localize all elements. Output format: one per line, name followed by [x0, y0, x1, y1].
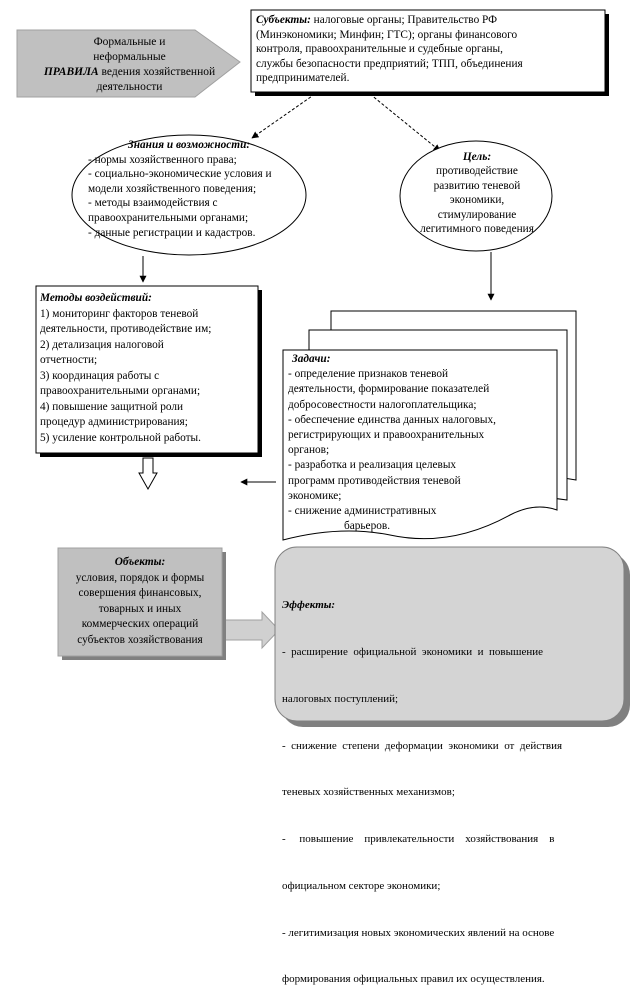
effects-line-6: официальном секторе экономики; [282, 879, 441, 892]
rules-bold-word: ПРАВИЛА [43, 66, 99, 78]
goal-heading: Цель: [462, 151, 492, 163]
tasks-line-2: деятельности, формирование показателей [288, 383, 490, 396]
methods-line-7: 4) повышение защитной роли [40, 400, 184, 413]
rules-line-3-rest: ведения хозяйственной [98, 66, 216, 78]
methods-line-2: деятельности, противодействие им; [40, 323, 212, 335]
subjects-heading: Субъекты: [256, 14, 311, 26]
effects-line-4: теневых хозяйственных механизмов; [282, 786, 455, 799]
knowledge-line-4: - методы взаимодействия с [88, 197, 218, 210]
effects-line-3: - снижение степени деформации экономики от действия [282, 739, 563, 752]
tasks-line-1: - определение признаков теневой [288, 368, 449, 381]
tasks-heading: Задачи: [292, 353, 331, 365]
methods-heading: Методы воздействий: [40, 292, 152, 304]
objects-line-1: условия, порядок и формы [75, 571, 205, 584]
gray-block-arrow [222, 612, 279, 648]
methods-text [40, 291, 256, 446]
knowledge-line-5: правоохранительными органами; [88, 211, 249, 224]
subjects-line-2: (Минэкономики; Минфин; ГТС); органы финансового [256, 28, 518, 41]
tasks-line-8: программ противодействия теневой [288, 474, 461, 487]
objects-heading: Объекты: [114, 556, 166, 568]
knowledge-line-1: - нормы хозяйственного права; [88, 153, 237, 166]
tasks-line-4: - обеспечение единства данных налоговых, [288, 413, 496, 426]
tasks-line-7: - разработка и реализация целевых [288, 459, 457, 472]
knowledge-line-6: - данные регистрации и кадастров. [88, 226, 256, 239]
knowledge-heading: Знания и возможности: [128, 139, 251, 151]
subjects-line-5: предпринимателей. [256, 72, 350, 84]
objects-line-2: совершения финансовых, [78, 587, 202, 599]
rules-line-3 [17, 65, 242, 80]
goal-line-1: противодействие [436, 165, 518, 178]
tasks-line-11: барьеров. [344, 520, 391, 533]
effects-line-7: - легитимизация новых экономических явлений на основе [282, 926, 555, 939]
effects-line-5: - повышение привлекательности хозяйствования в [282, 833, 555, 846]
subjects-text [256, 13, 602, 86]
methods-line-1: 1) мониторинг факторов теневой [40, 307, 199, 320]
hollow-down-arrow [139, 458, 157, 489]
objects-line-4: коммерческих операций [81, 618, 199, 630]
objects-text [58, 555, 222, 648]
methods-line-5: 3) координация работы с [40, 369, 160, 382]
subjects-line-3: контроля, правоохранительные и судебные органы, [256, 43, 503, 55]
tasks-line-6: органов; [288, 444, 330, 457]
effects-line-2: налоговых поступлений; [282, 692, 399, 705]
goal-line-3: экономики, [449, 194, 505, 207]
arrow-subjects-goal [370, 94, 440, 151]
methods-line-9: 5) усиление контрольной работы. [40, 431, 201, 444]
subjects-line-1: налоговые органы; Правительство РФ [310, 14, 498, 26]
tasks-line-5: регистрирующих и правоохранительных [288, 429, 485, 442]
effects-line-1: - расширение официальной экономики и повышение [282, 645, 543, 658]
effects-text [282, 567, 622, 1004]
tasks-line-9: экономике; [288, 489, 342, 502]
arrow-subjects-knowledge [252, 94, 315, 138]
methods-line-3: 2) детализация налоговой [40, 338, 164, 351]
goal-text [402, 150, 552, 236]
knowledge-line-3: модели хозяйственного поведения; [88, 182, 257, 195]
effects-heading: Эффекты: [282, 599, 336, 612]
methods-line-8: процедур администрирования; [40, 416, 188, 428]
methods-line-6: правоохранительными органами; [40, 385, 201, 397]
rules-line-1: Формальные и [93, 36, 166, 48]
objects-line-5: субъектов хозяйствования [77, 633, 203, 646]
rules-line-2: неформальные [93, 51, 166, 63]
knowledge-line-2: - социально-экономические условия и [88, 168, 272, 181]
tasks-text [288, 352, 556, 534]
goal-line-2: развитию теневой [433, 179, 521, 192]
objects-line-3: товарных и иных [98, 602, 182, 615]
methods-line-4: отчетности; [40, 354, 98, 366]
knowledge-text [88, 138, 298, 240]
tasks-line-3: добросовестности налогоплательщика; [288, 398, 477, 411]
tasks-line-10: - снижение административных [288, 505, 437, 518]
rules-line-4: деятельности [96, 81, 163, 93]
goal-line-5: легитимного поведения [420, 223, 534, 236]
rules-text [17, 35, 242, 95]
goal-line-4: стимулирование [437, 208, 517, 221]
effects-line-8: формирования официальных правил их осуществления. [282, 973, 545, 986]
subjects-line-4: службы безопасности предприятий; ТПП, объединения [256, 57, 523, 70]
